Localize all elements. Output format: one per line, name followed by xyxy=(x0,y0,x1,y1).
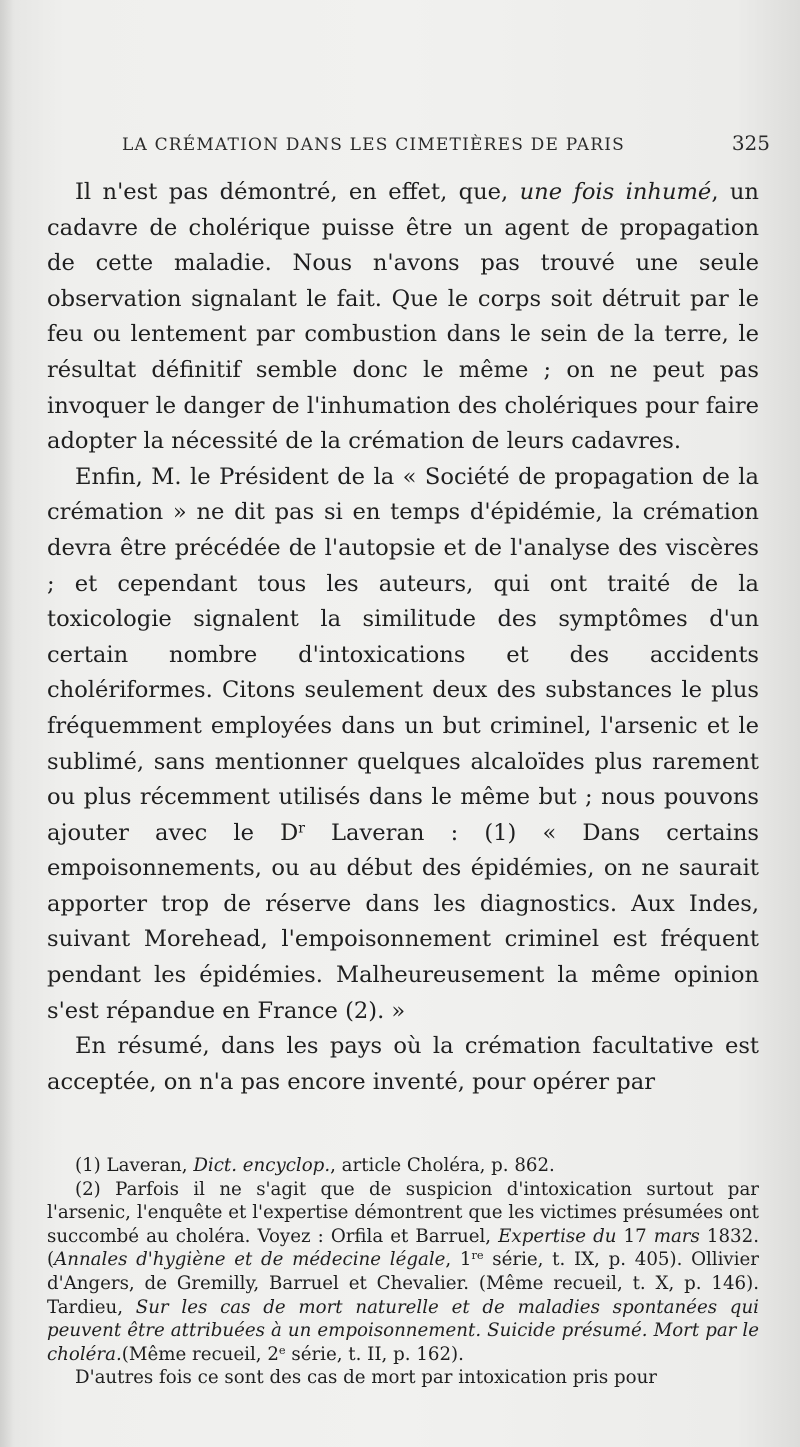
footnote-2-superscript-1: re xyxy=(471,1249,484,1263)
footnote-2-journal-title: Annales d'hygiène et de médecine légale xyxy=(54,1249,446,1271)
page-number: 325 xyxy=(731,131,770,155)
paragraph-2 xyxy=(47,460,759,1030)
footnote-1-title: Dict. encyclop. xyxy=(193,1155,331,1176)
footnote-2-superscript-2: e xyxy=(278,1343,286,1357)
footnote-3: D'autres fois ce sont des cas de mort par intoxication pris pour xyxy=(75,1367,657,1389)
body-text xyxy=(47,175,759,1100)
footnote-2-text-h: série, t. IX, p. 405). Ollivier d'Angers, de Gremilly, Barruel et Chevalier. (Même recueil, t. X, p. 146). Tardieu, xyxy=(47,1249,759,1318)
footnote-1-text-c: , article Choléra, p. 862. xyxy=(330,1155,555,1176)
paragraph-2-text-b: Laveran : (1) « Dans certains empoisonnements, ou au début des épidémies, on ne saurait apporter trop de réserve dans les diagnostics. Aux Indes, suivant Morehead, l'empoisonnement criminel est fréquent pendant les épidémies. Malheureusement la même opinion s'est répandue en France (2). » xyxy=(47,819,759,1024)
footnote-2-text-j: (Même recueil, 2 xyxy=(121,1343,279,1365)
running-head xyxy=(122,131,770,155)
paragraph-3: En résumé, dans les pays où la crémation facultative est acceptée, on n'a pas encore inventé, pour opérer par xyxy=(47,1033,759,1095)
running-title: LA CRÉMATION DANS LES CIMETIÈRES DE PARIS xyxy=(122,135,626,155)
footnote-2-text-a: (2) Parfois il ne s'agit que de suspicion d'intoxication surtout par l'arsenic, l'enquête et l'expertise démontrent que les victimes présumées ont succombé au choléra. Voyez : Orfila et Barruel, xyxy=(47,1178,759,1247)
paragraph-2-text-a: Enfin, M. le Président de la « Société de propagation de la crémation » ne dit pas si en temps d'épidémie, la crémation devra être précédée de l'autopsie et de l'analyse des viscères ; et cependant tous les auteurs, qui ont traité de la toxicologie signalent la similitude des symptômes d'un certain nombre d'intoxications et des accidents cholériformes. Citons seulement deux des substances le plus fréquemment employées dans un but criminel, l'arsenic et le sublimé, sans mentionner quelques alcaloïdes plus rarement ou plus récemment utilisés dans le même but ; nous pouvons ajouter avec le D xyxy=(47,463,759,846)
footnote-2-text-e: 1832. ( xyxy=(47,1225,759,1271)
footnote-2-text-g: , 1 xyxy=(445,1249,472,1271)
footnote-2 xyxy=(47,1178,759,1367)
paragraph-1-text-a: Il n'est pas démontré, en effet, que, xyxy=(75,179,520,205)
footnotes xyxy=(47,1154,759,1390)
paragraph-1-text-c: , un cadavre de cholérique puisse être un agent de propagation de cette maladie. Nous n'avons pas trouvé une seule observation signalant le fait. Que le corps soit détruit par le feu ou lentement par combustion dans le sein de la terre, le résultat définitif semble donc le même ; on ne peut pas invoquer le danger de l'inhumation des cholériques pour faire adopter la nécessité de la crémation de leurs cadavres. xyxy=(47,179,759,455)
footnote-2-text-k: série, t. II, p. 162). xyxy=(285,1343,464,1365)
footnote-1-text-a: (1) Laveran, xyxy=(75,1155,194,1176)
paragraph-2-superscript: r xyxy=(298,819,305,836)
paragraph-1 xyxy=(47,175,759,460)
footnote-2-text-c: 17 xyxy=(616,1225,654,1247)
footnote-2-italic-d: mars xyxy=(653,1225,700,1247)
paragraph-1-emphasis: une fois inhumé xyxy=(519,179,712,205)
footnote-2-italic-b: Expertise du xyxy=(498,1225,617,1247)
footnote-2-article-title: Sur les cas de mort naturelle et de maladies spontanées qui peuvent être attribuées à un empoisonnement. Suicide présumé. Mort par le choléra. xyxy=(47,1296,759,1365)
footnote-1 xyxy=(47,1154,759,1178)
